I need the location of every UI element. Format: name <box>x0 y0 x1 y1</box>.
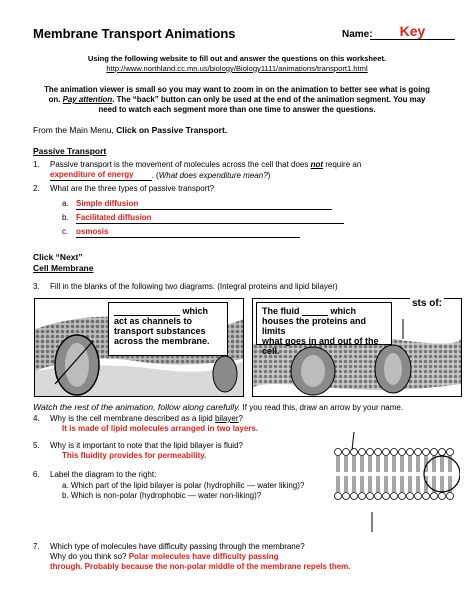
question-7-number: 7. <box>33 542 40 551</box>
worksheet-title: Membrane Transport Animations <box>33 26 236 41</box>
question-5-number: 5. <box>33 441 40 450</box>
diagram-2-callout <box>256 302 392 356</box>
instructions-line: Using the following website to fill out and answer the questions on this worksheet. <box>87 54 387 63</box>
animation-note <box>20 85 454 115</box>
callout-line: across the membrane. <box>114 336 210 346</box>
callout-word: which <box>182 306 209 316</box>
type-c-text: osmosis <box>76 227 109 236</box>
q1-not: not <box>310 160 324 169</box>
instructions <box>20 54 454 74</box>
question-6-number: 6. <box>33 470 40 479</box>
q1-text: Passive transport is the movement of molecules across the cell that does <box>50 160 311 169</box>
main-menu-action: Click on Passive Transport. <box>116 125 228 135</box>
type-a-answer[interactable] <box>76 199 332 210</box>
type-c-letter: c. <box>62 227 69 236</box>
watch-normal: If you read this, draw an arrow by your name. <box>240 403 404 412</box>
type-c-answer[interactable] <box>76 227 300 238</box>
lipid-bilayer-diagram <box>332 412 460 547</box>
answer-blank <box>134 180 152 181</box>
question-5: Why is it important to note that the lipid bilayer is fluid? <box>50 441 243 450</box>
q1-answer[interactable]: expenditure of energy <box>50 170 134 179</box>
name-label: Name: <box>342 29 373 40</box>
question-6: Label the diagram to the right: <box>50 470 157 479</box>
type-b-letter: b. <box>62 213 69 222</box>
pay-attention-text: Pay attention <box>62 95 113 104</box>
q4-text: Why is the cell membrane described as a lipid <box>50 414 215 423</box>
q4-underlined: bilayer <box>214 414 239 423</box>
answer-7-part-1: Polar molecules have difficulty passing <box>128 552 279 561</box>
callout-word: which <box>330 306 357 316</box>
question-3-number: 3. <box>33 282 40 291</box>
callout-line: what goes in and out of the <box>262 336 379 346</box>
callout-word: The fluid <box>262 306 300 316</box>
callout-line: cell. <box>262 346 280 356</box>
type-a-letter: a. <box>62 199 69 208</box>
callout-line: act as channels to <box>114 316 193 326</box>
callout-line: houses the proteins and limits <box>262 316 367 336</box>
question-2-number: 2. <box>33 184 40 193</box>
diagram-1-callout <box>108 302 228 356</box>
question-4-number: 4. <box>33 414 40 423</box>
main-menu-instruction <box>33 125 227 135</box>
question-1 <box>50 160 460 181</box>
passive-transport-heading: Passive Transport <box>33 146 107 156</box>
callout-line: transport substances <box>114 326 206 336</box>
callout-blank-line <box>262 306 386 316</box>
note-line-1: The animation viewer is small so you may want to zoom in on the animation to better see what is going <box>44 85 430 94</box>
question-4 <box>50 414 243 424</box>
note-line-2 <box>20 95 454 105</box>
diagram-2-corner-text: sts of: <box>412 298 442 309</box>
callout-blank-line <box>114 306 222 316</box>
name-field[interactable]: Key <box>370 23 455 40</box>
q1-text-end: require an <box>323 160 362 169</box>
answer-7-part-2: through. Probably because the non-polar middle of the membrane repels them. <box>50 562 351 571</box>
type-b-answer[interactable] <box>76 213 344 224</box>
note-text: . The “back” button can only be used at the end of the animation segment. You may <box>112 95 426 104</box>
question-7: Which type of molecules have difficulty passing through the membrane? <box>50 542 305 551</box>
note-line-3: need to watch each segment more than one time to answer the questions. <box>98 105 376 114</box>
click-next-label: Click “Next” <box>33 252 83 262</box>
q7-why: Why do you think so? <box>50 552 129 561</box>
question-1-number: 1. <box>33 160 40 169</box>
website-link[interactable]: http://www.northland.cc.mn.us/biology/Biology1111/animations/transport1.html <box>106 64 368 73</box>
q1-italic-question: What does expenditure mean? <box>158 171 268 180</box>
lipid-bilayer-illustration <box>332 412 460 547</box>
watch-instruction <box>33 402 403 412</box>
q4-end: ? <box>238 414 243 423</box>
note-text: on. <box>48 95 61 104</box>
question-6a: a. Which part of the lipid bilayer is polar (hydrophilic — water liking)? <box>62 481 305 490</box>
type-a-text: Simple diffusion <box>76 199 139 208</box>
question-6b: b. Which is non-polar (hydrophobic — water non-liking)? <box>62 491 262 500</box>
question-7-followup <box>50 552 279 562</box>
question-2: What are the three types of passive transport? <box>50 184 215 193</box>
answer-5: This fluidity provides for permeability. <box>62 451 207 460</box>
type-b-text: Facilitated diffusion <box>76 213 152 222</box>
answer-4: It is made of lipid molecules arranged in two layers. <box>62 424 259 433</box>
question-3: Fill in the blanks of the following two diagrams. (Integral proteins and lipid bilayer) <box>50 282 338 291</box>
q1-close: ) <box>267 171 271 180</box>
q1-tail: . ( <box>151 171 159 180</box>
main-menu-prefix: From the Main Menu, <box>33 125 117 135</box>
watch-italic: Watch the rest of the animation, follow along carefully. <box>33 402 241 412</box>
cell-membrane-heading: Cell Membrane <box>33 263 94 273</box>
